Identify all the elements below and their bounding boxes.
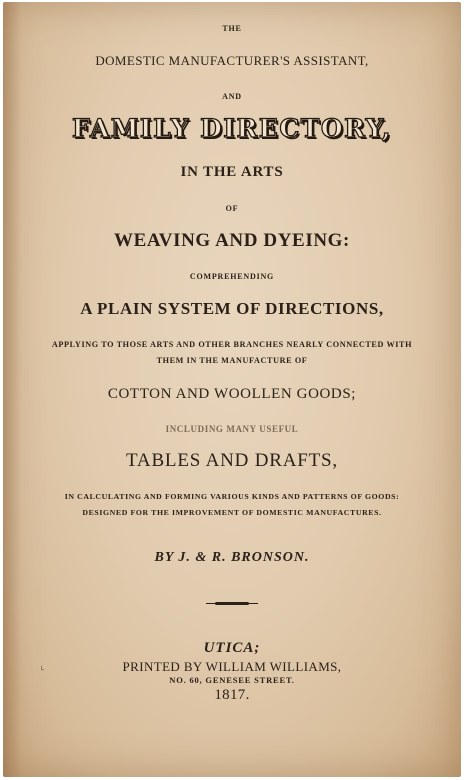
year-line: 1817. (214, 687, 250, 703)
in-the-arts: IN THE ARTS (180, 164, 284, 180)
stray-mark: ˪ (41, 662, 45, 673)
goods-line: COTTON AND WOOLLEN GOODS; (107, 386, 357, 402)
city-line: UTICA; (203, 640, 261, 656)
applying-line-1: APPLYING TO THOSE ARTS AND OTHER BRANCHES NEARLY CONNECTED WITH (51, 340, 413, 349)
calc-line-1: IN CALCULATING AND FORMING VARIOUS KINDS AND PATTERNS OF GOODS: (64, 492, 400, 501)
including-line: INCLUDING MANY USEFUL (165, 424, 299, 434)
authors-line: BY J. & R. BRONSON. (154, 550, 310, 565)
main-title: FAMILY DIRECTORY, (72, 114, 392, 143)
calc-line-2: DESIGNED FOR THE IMPROVEMENT OF DOMESTIC MANUFACTURES. (82, 508, 382, 517)
title-line-1: DOMESTIC MANUFACTURER'S ASSISTANT, (95, 53, 369, 68)
tables-heading: TABLES AND DRAFTS, (126, 450, 338, 471)
title-page (3, 2, 461, 777)
comprehending-label: COMPREHENDING (189, 272, 275, 281)
applying-line-2: THEM IN THE MANUFACTURE OF (156, 356, 308, 365)
and-label: AND (222, 92, 242, 101)
plain-system-heading: A PLAIN SYSTEM OF DIRECTIONS, (80, 299, 384, 318)
address-line: NO. 60, GENESEE STREET. (169, 675, 295, 685)
printer-line: PRINTED BY WILLIAM WILLIAMS, (122, 659, 342, 674)
subject-heading: WEAVING AND DYEING: (114, 230, 350, 251)
ornamental-rule (215, 602, 249, 605)
the-label: THE (222, 24, 242, 33)
of-label: OF (225, 204, 239, 213)
